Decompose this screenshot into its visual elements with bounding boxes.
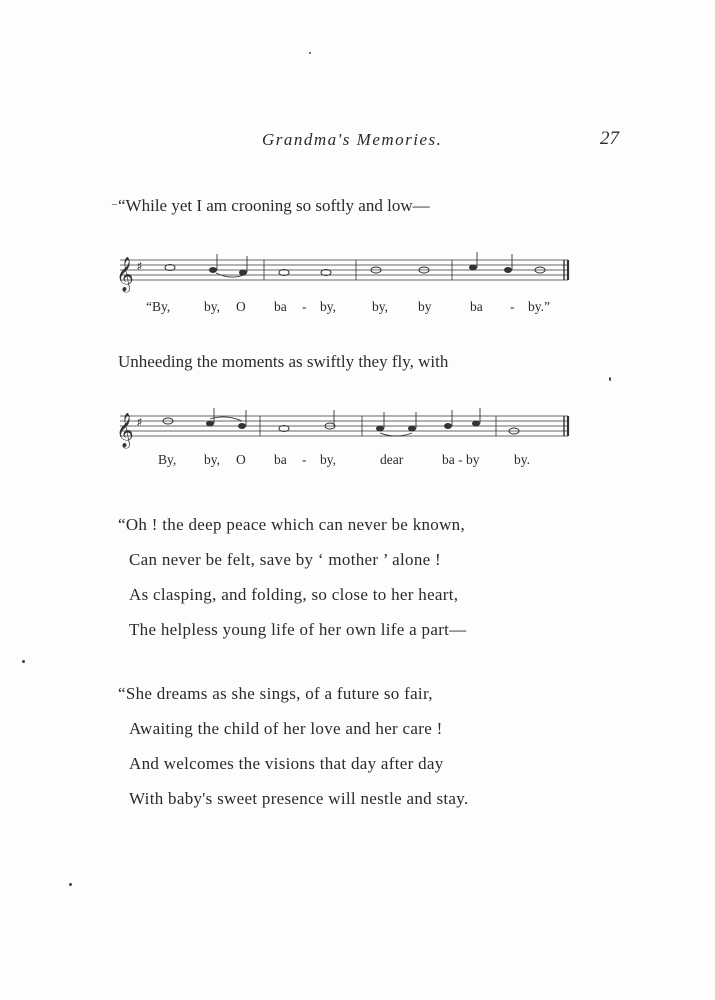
- open-quote: “: [118, 196, 126, 215]
- stanza-1: [118, 507, 466, 647]
- intro-text: While yet I am crooning so softly and low—: [125, 196, 430, 215]
- lyric-syllable: By,: [158, 452, 177, 467]
- stanza-2: [118, 676, 469, 816]
- lyric-syllable: ba: [274, 299, 287, 314]
- verse-line: The helpless young life of her own life a part—: [129, 620, 467, 639]
- paper-speck: [69, 883, 72, 886]
- lyric-syllable: by.: [514, 452, 530, 467]
- lyric-syllable: O: [236, 452, 246, 467]
- svg-text:♯: ♯: [137, 417, 142, 428]
- verse-line: Can never be felt, save by ‘ mother ’ alone !: [129, 550, 441, 569]
- verse-line: As clasping, and folding, so close to her heart,: [129, 585, 459, 604]
- lyric-syllable: O: [236, 299, 246, 314]
- paper-speck: [22, 660, 25, 663]
- lyric-syllable: dear: [380, 452, 404, 467]
- page-number: 27: [600, 128, 619, 149]
- paper-speck: [609, 377, 611, 381]
- verse-line: With baby's sweet presence will nestle and stay.: [129, 789, 469, 808]
- lyric-syllable: ba: [274, 452, 287, 467]
- lyric-syllable: by: [418, 299, 432, 314]
- lyric-syllable: by,: [372, 299, 388, 314]
- lyric-syllable: “By,: [146, 299, 171, 314]
- verse-line: And welcomes the visions that day after day: [129, 754, 444, 773]
- svg-text:𝄞: 𝄞: [116, 257, 134, 292]
- music-staff-2: [112, 408, 572, 468]
- verse-line: Awaiting the child of her love and her care !: [129, 719, 443, 738]
- staff-1-notation: [112, 252, 572, 302]
- intro-verse-line: [112, 196, 430, 216]
- staff-2-notation: [112, 408, 572, 458]
- svg-text:♯: ♯: [137, 261, 142, 272]
- middle-verse-line: Unheeding the moments as swiftly they fly, with: [118, 352, 449, 371]
- lyric-syllable: by,: [320, 452, 336, 467]
- verse-line: “She dreams as she sings, of a future so fair,: [118, 684, 433, 703]
- lyric-syllable: by,: [320, 299, 336, 314]
- lyric-syllable: -: [510, 299, 515, 314]
- lyric-syllable: by.”: [528, 299, 550, 314]
- lyric-syllable: ba: [470, 299, 483, 314]
- lyric-syllable: ba - by: [442, 452, 480, 467]
- tick-mark: –: [112, 199, 117, 210]
- svg-text:𝄞: 𝄞: [116, 413, 134, 448]
- music-staff-1: [112, 252, 572, 312]
- lyric-syllable: -: [302, 452, 307, 467]
- lyric-syllable: -: [302, 299, 307, 314]
- lyric-syllable: by,: [204, 452, 220, 467]
- verse-line: “Oh ! the deep peace which can never be known,: [118, 515, 466, 534]
- paper-speck: [309, 52, 311, 54]
- lyric-syllable: by,: [204, 299, 220, 314]
- running-title: Grandma's Memories.: [262, 130, 443, 149]
